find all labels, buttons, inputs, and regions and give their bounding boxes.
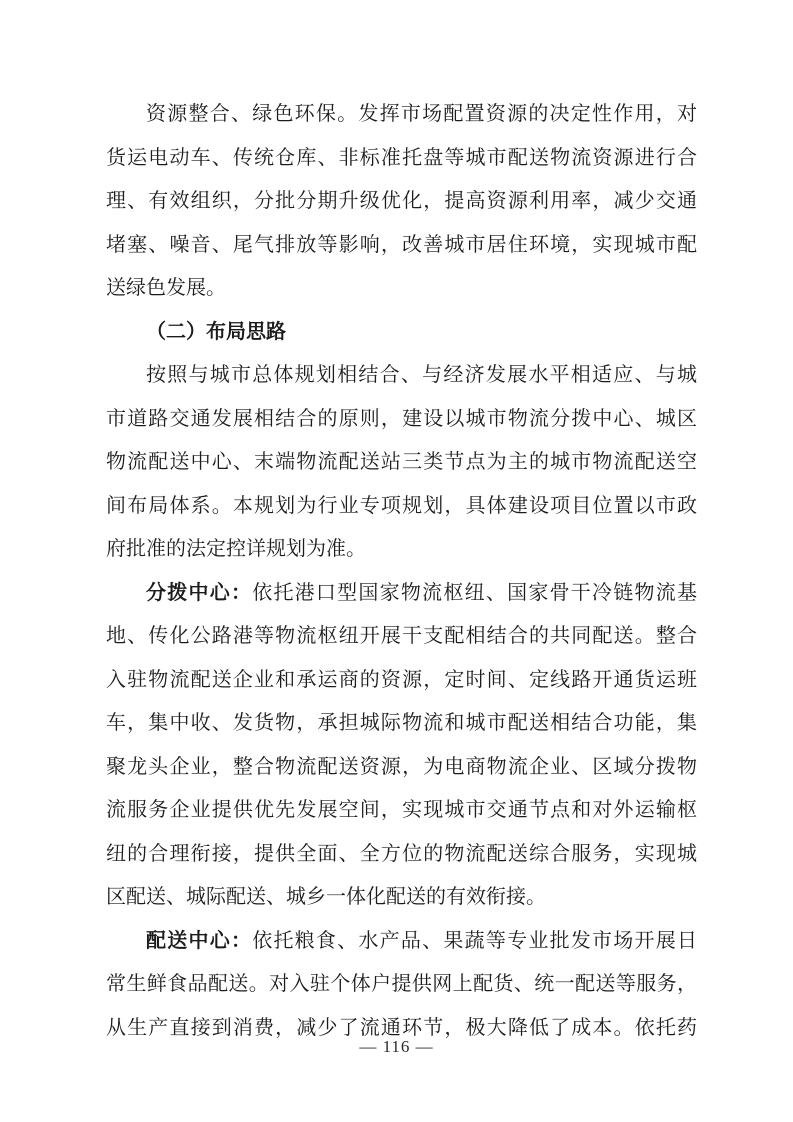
para-layout-principles-line: 间布局体系。本规划为行业专项规划，具体建设项目位置以市政 (106, 494, 697, 517)
para-resource-integration-line: 堵塞、噪音、尾气排放等影响，改善城市居住环境，实现城市配 (106, 233, 697, 256)
para-dispatch-center-line: 纽的合理衔接，提供全面、全方位的物流配送综合服务，实现城 (106, 842, 697, 865)
para-resource-integration-line: 资源整合、绿色环保。发挥市场配置资源的决定性作用，对 (146, 103, 697, 125)
para-dispatch-center-line: 入驻物流配送企业和承运商的资源，定时间、定线路开通货运班 (106, 668, 697, 691)
para-layout-principles-line: 物流配送中心、末端物流配送站三类节点为主的城市物流配送空 (106, 451, 697, 473)
term-label: 配送中心： (146, 929, 253, 952)
para-resource-integration-line: 货运电动车、传统仓库、非标准托盘等城市配送物流资源进行合 (106, 146, 697, 169)
para-delivery-center-line: 常生鲜食品配送。对入驻个体户提供网上配货、统一配送等服务， (106, 973, 697, 995)
para-resource-integration-line: 送绿色发展。 (106, 277, 226, 299)
page-number: — 116 — (359, 1037, 434, 1056)
document-body (106, 93, 697, 1050)
para-dispatch-center-line: 聚龙头企业，整合物流配送资源，为电商物流企业、区域分拨物 (106, 755, 697, 778)
term-label: 分拨中心： (146, 581, 253, 604)
heading-layout-approach-line: （二）布局思路 (146, 320, 286, 343)
para-delivery-center-line: 从生产直接到消费，减少了流通环节，极大降低了成本。依托药 (106, 1016, 697, 1039)
para-layout-principles-line: 按照与城市总体规划相结合、与经济发展水平相适应、与城 (146, 364, 697, 386)
para-resource-integration-line: 理、有效组织，分批分期升级优化，提高资源利用率，减少交通 (106, 190, 697, 212)
para-dispatch-center-line: 流服务企业提供优先发展空间，实现城市交通节点和对外运输枢 (106, 799, 697, 821)
para-dispatch-center-line: 车，集中收、发货物，承担城际物流和城市配送相结合功能，集 (106, 712, 697, 734)
para-dispatch-center-line: 分拨中心：依托港口型国家物流枢纽、国家骨干冷链物流基 (146, 581, 697, 604)
para-dispatch-center-line: 地、传化公路港等物流枢纽开展干支配相结合的共同配送。整合 (106, 625, 697, 647)
para-layout-principles-line: 府批准的法定控详规划为准。 (106, 538, 366, 560)
para-layout-principles-line: 市道路交通发展相结合的原则，建设以城市物流分拨中心、城区 (106, 407, 697, 430)
para-delivery-center-line: 配送中心：依托粮食、水产品、果蔬等专业批发市场开展日 (146, 929, 697, 952)
para-dispatch-center-line: 区配送、城际配送、城乡一体化配送的有效衔接。 (106, 886, 546, 908)
